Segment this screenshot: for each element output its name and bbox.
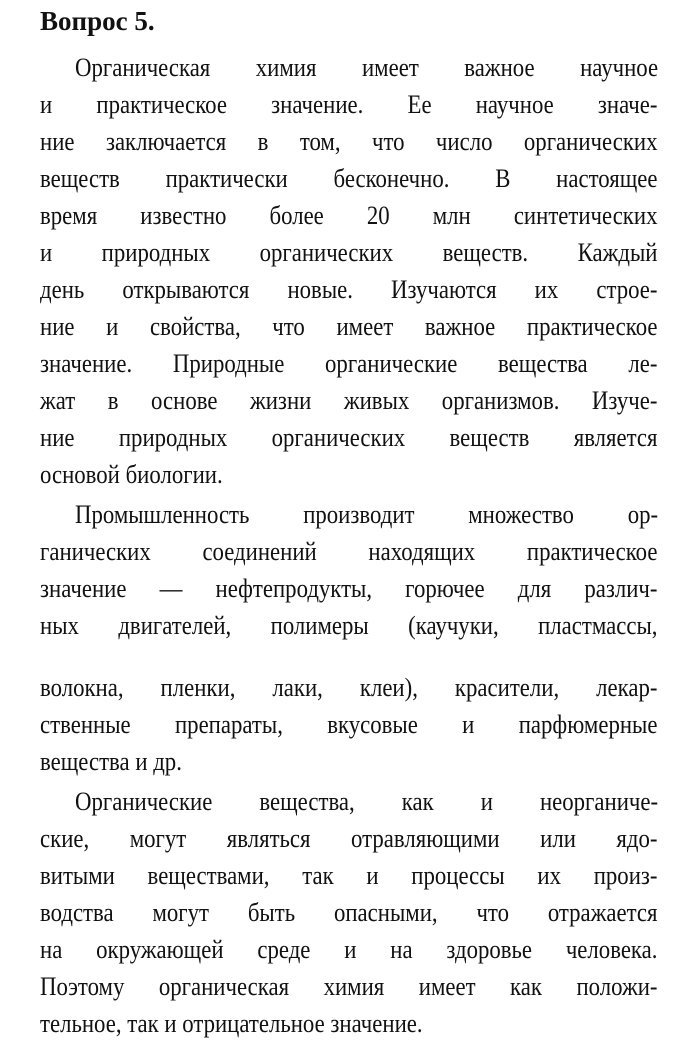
paragraph-1-line-5: время известно более 20 млн синтетических (40, 200, 658, 230)
paragraph-1-line-12: основой биологии. (40, 459, 223, 489)
paragraph-1-line-11: ние природных органических веществ является (40, 422, 658, 452)
paragraph-2-line-5: волокна, пленки, лаки, клеи), красители, лекар- (40, 672, 658, 702)
paragraph-1-line-6: и природных органических веществ. Каждый (40, 237, 658, 267)
paragraph-2-line-6: ственные препараты, вкусовые и парфюмерные (40, 709, 658, 739)
paragraph-3-line-6: Поэтому органическая химия имеет как положи- (40, 971, 658, 1001)
paragraph-1-line-10: жат в основе жизни живых организмов. Изуче- (40, 385, 658, 415)
paragraph-2-line-7: вещества и др. (40, 746, 182, 776)
paragraph-2-line-3: значение — нефтепродукты, горючее для различ- (40, 573, 658, 603)
paragraph-1-line-7: день открываются новые. Изучаются их строе- (40, 274, 658, 304)
paragraph-2-line-4: ных двигателей, полимеры (каучуки, пластмассы, (40, 610, 658, 640)
paragraph-1-line-4: веществ практически бесконечно. В настоящее (40, 163, 658, 193)
paragraph-3-line-2: ские, могут являться отравляющими или ядо- (40, 823, 658, 853)
paragraph-1-line-9: значение. Природные органические вещества ле- (40, 348, 658, 378)
paragraph-3-line-1: Органические вещества, как и неорганиче- (75, 786, 659, 816)
question-heading: Вопрос 5. (40, 6, 155, 36)
paragraph-2-line-1: Промышленность производит множество ор- (75, 499, 659, 529)
paragraph-3-line-7: тельное, так и отрицательное значение. (40, 1008, 423, 1038)
paragraph-3-line-5: на окружающей среде и на здоровье человека. (40, 934, 658, 964)
paragraph-1-line-3: ние заключается в том, что число органических (40, 126, 658, 156)
paragraph-2-line-2: ганических соединений находящих практическое (40, 536, 658, 566)
paragraph-1-line-1: Органическая химия имеет важное научное (75, 52, 659, 82)
paragraph-3-line-4: водства могут быть опасными, что отражается (40, 897, 658, 927)
paragraph-3-line-3: витыми веществами, так и процессы их произ- (40, 860, 658, 890)
paragraph-1-line-8: ние и свойства, что имеет важное практическое (40, 311, 658, 341)
paragraph-1-line-2: и практическое значение. Ее научное значе- (40, 89, 658, 119)
